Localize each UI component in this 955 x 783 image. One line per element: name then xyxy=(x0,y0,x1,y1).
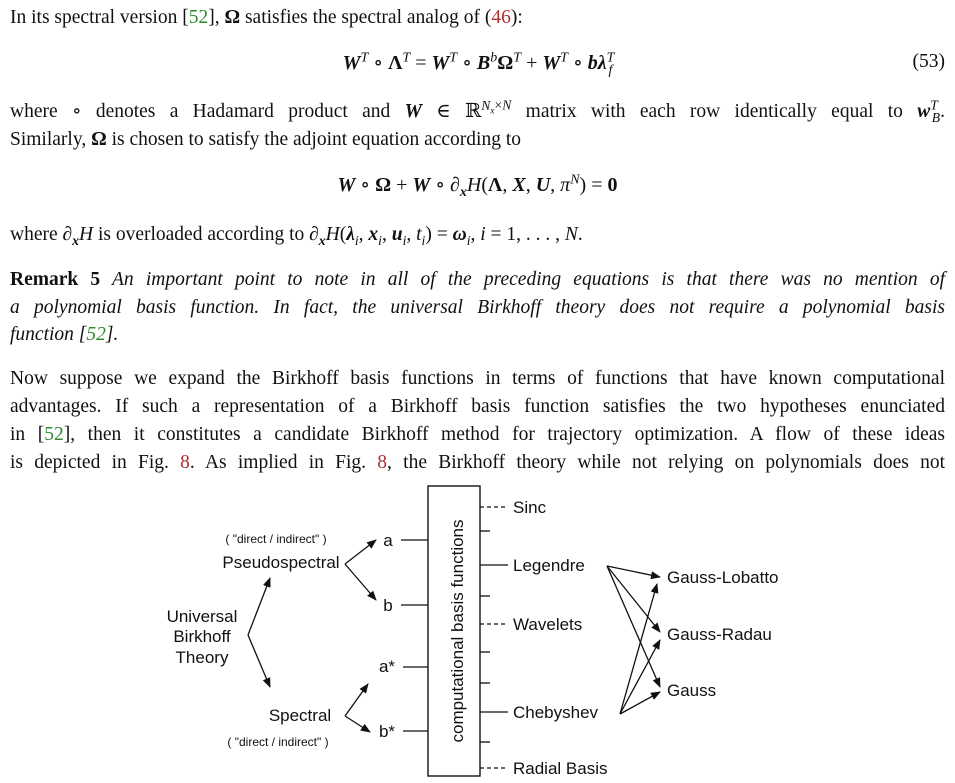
arrow-to-a-star xyxy=(345,684,368,716)
arrow-to-b xyxy=(345,564,376,600)
text-segment: advantages. If such a representation of a Birkhoff basis function satisfies the two hypotheses enunciated xyxy=(10,396,945,417)
text-segment: in [ xyxy=(10,424,45,445)
arrow-to-b-star xyxy=(345,716,370,732)
equation-53: $W^T$ ∘ $\Lambda^T = W^T$ ∘ $B^b\Omega^T + W^T$ ∘ $b\lambda^T_f$ xyxy=(342,50,615,78)
remark-5-line-1 xyxy=(10,266,945,294)
basis-sinc: Sinc xyxy=(513,498,547,517)
basis-functions-box-label: computational basis functions xyxy=(448,519,467,743)
text-segment: . As implied in Fig. xyxy=(189,452,378,473)
birkhoff-flow-diagram xyxy=(0,480,955,783)
citation-link[interactable]: 52 xyxy=(44,424,64,445)
paragraph-4-line-3 xyxy=(10,421,945,449)
figure-ref-link[interactable]: 8 xyxy=(377,452,388,473)
root-label-line-1: Universal xyxy=(166,607,238,626)
remark-label: Remark 5 xyxy=(10,269,101,290)
gauss-label: Gauss xyxy=(667,681,717,700)
paragraph-2-line-2: Similarly, Ω is chosen to satisfy the adjoint equation according to xyxy=(10,129,521,150)
paragraph-4-line-4 xyxy=(10,449,945,477)
adjoint-equation: W ∘ Ω + W ∘ $\partial_xH(\Lambda$, X, U, $\pi^N) = 0$ xyxy=(337,172,618,200)
text-segment: Now suppose we expand the Birkhoff basis functions in terms of functions that have known computational xyxy=(10,368,945,389)
text-segment: is chosen to satisfy the adjoint equation according to xyxy=(106,129,521,150)
root-label-line-3: Theory xyxy=(175,648,229,667)
spectral-note: ( "direct / indirect" ) xyxy=(227,735,329,749)
omega-symbol: Ω xyxy=(224,7,241,28)
branch-connectors xyxy=(401,540,428,731)
branch-a-star-label: a* xyxy=(378,657,396,676)
pseudospectral-note: ( "direct / indirect" ) xyxy=(225,532,327,546)
basis-radial: Radial Basis xyxy=(513,759,608,778)
text-segment: is overloaded according to xyxy=(93,224,310,245)
text-segment: , the Birkhoff theory while not relying on polynomials does not xyxy=(387,452,945,473)
branch-b-label: b xyxy=(383,596,393,615)
text-segment: where ∘ denotes a Hadamard product and xyxy=(10,101,405,122)
paragraph-2-line-1: where ∘ denotes a Hadamard product and W ∈ ℝ$^{N_x\times N}$ matrix with each row identically equal to $w^T_B$. xyxy=(10,97,946,125)
branch-a-label: a xyxy=(383,531,393,550)
citation-link[interactable]: 52 xyxy=(188,7,209,28)
text-segment: Similarly, xyxy=(10,129,92,150)
root-label-line-2: Birkhoff xyxy=(173,627,231,646)
remark-text: An important point to note in all of the preceding equations is that there was no mention of xyxy=(112,269,945,290)
text-segment: In its spectral version [ xyxy=(10,7,189,28)
arrow-to-pseudospectral xyxy=(248,578,270,635)
gauss-radau-label: Gauss-Radau xyxy=(667,625,772,644)
paragraph-4-line-2 xyxy=(10,393,945,421)
pseudospectral-label: Pseudospectral xyxy=(222,553,340,572)
arrow-chebyshev-lobatto xyxy=(620,584,657,714)
text-segment: matrix with each row identically equal to xyxy=(511,101,918,122)
remark-text: a polynomial basis function. In fact, the universal Birkhoff theory does not require a polynomial basis xyxy=(10,297,945,318)
quadrature-arrows xyxy=(607,566,660,714)
paragraph-3: where $\partial_xH$ is overloaded according to $\partial_xH(\lambda_i$, $x_i$, $u_i$, $t_i) = \omega_i$, i = 1, . . . , N. xyxy=(10,224,583,248)
basis-legendre: Legendre xyxy=(513,556,585,575)
text-segment: is depicted in Fig. xyxy=(10,452,181,473)
remark-5-line-3 xyxy=(10,321,945,349)
basis-wavelets: Wavelets xyxy=(513,615,583,634)
figure-ref-link[interactable]: 8 xyxy=(180,452,190,473)
remark-text: ]. xyxy=(105,324,119,345)
citation-link[interactable]: 52 xyxy=(86,324,106,345)
spectral-label: Spectral xyxy=(268,706,332,725)
branch-b-star-label: b* xyxy=(378,722,396,741)
text-segment: where xyxy=(10,224,63,245)
basis-tick-lines xyxy=(480,507,508,768)
equation-number: (53) xyxy=(912,51,945,72)
text-segment: ): xyxy=(510,7,523,28)
gauss-lobatto-label: Gauss-Lobatto xyxy=(667,568,779,587)
text-segment: ], xyxy=(208,7,225,28)
text-segment: satisfies the spectral analog of ( xyxy=(240,7,492,28)
paragraph-4-line-1 xyxy=(10,365,945,393)
basis-chebyshev: Chebyshev xyxy=(513,703,599,722)
arrow-to-a xyxy=(345,540,376,564)
remark-5-line-2 xyxy=(10,294,945,322)
remark-text: function [ xyxy=(10,324,87,345)
equation-ref-link[interactable]: 46 xyxy=(491,7,511,28)
paragraph-1 xyxy=(10,4,945,32)
text-segment: ], then it constitutes a candidate Birkhoff method for trajectory optimization. A flow of these ideas xyxy=(63,424,945,445)
arrow-to-spectral xyxy=(248,635,270,687)
